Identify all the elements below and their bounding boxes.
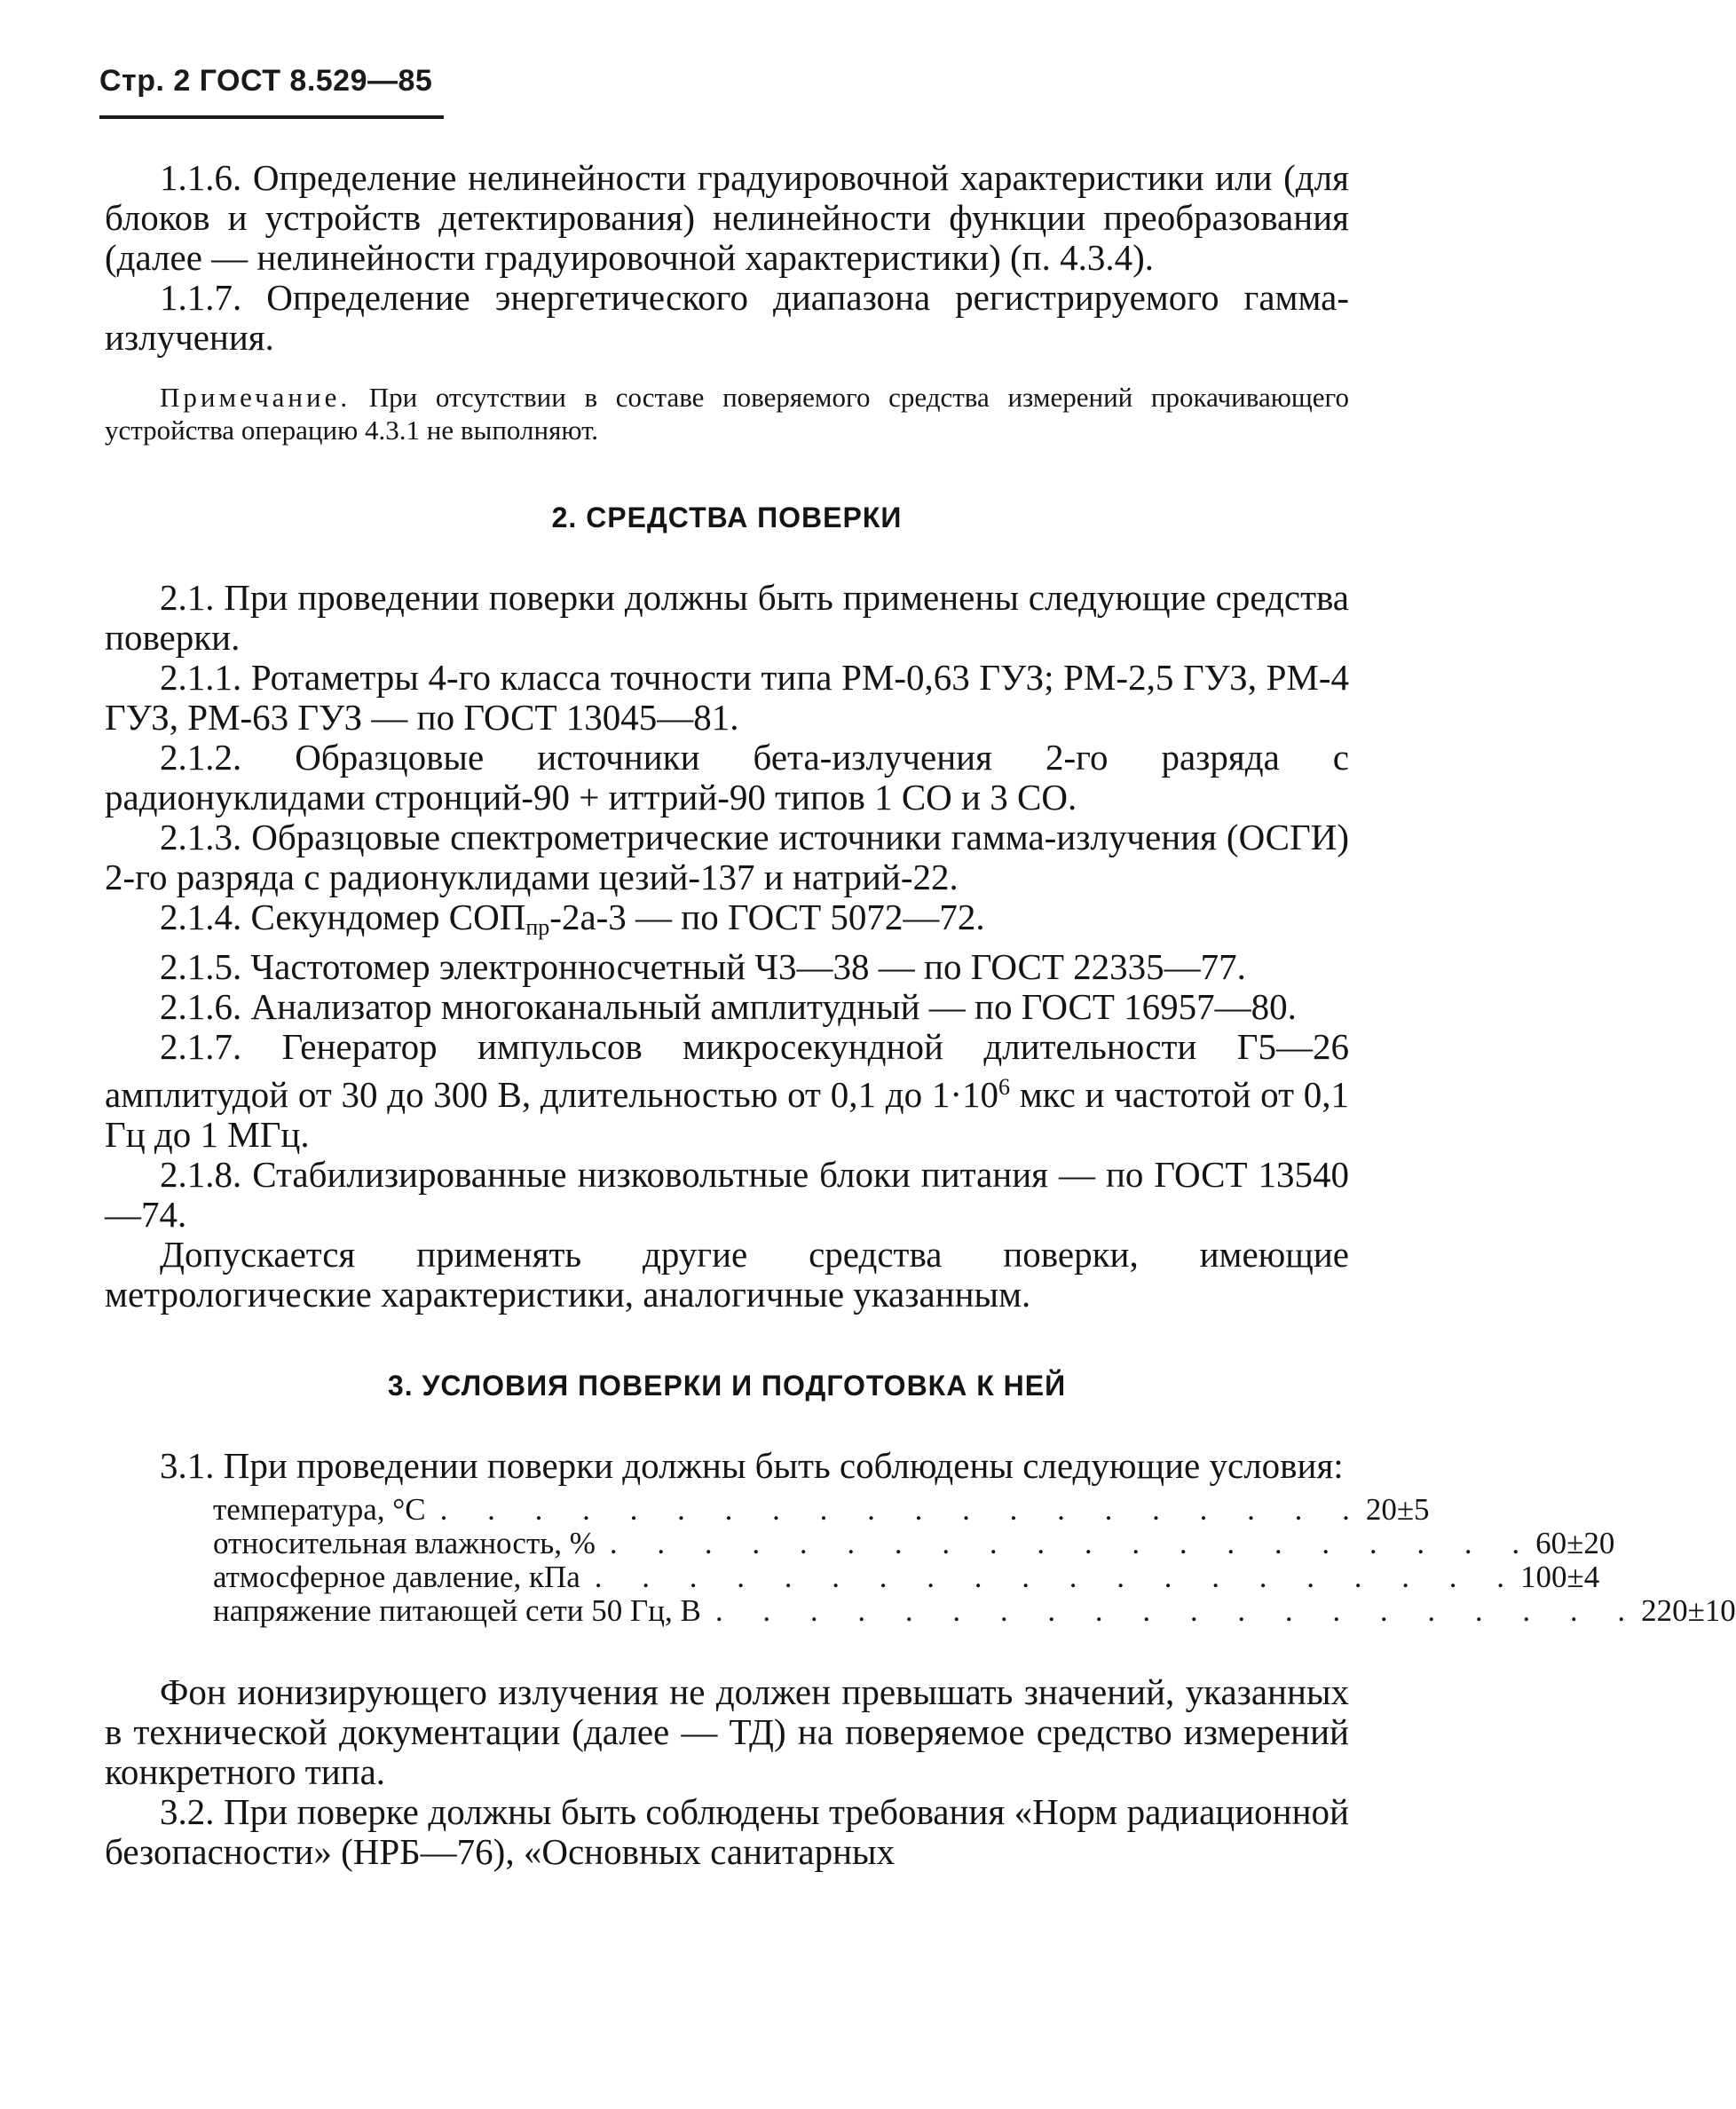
condition-value: 60±20 (1535, 1526, 1615, 1560)
leader-dots: . . . . . . . . . . . . . . . . . . . . (609, 1526, 1536, 1560)
paragraph-1-1-7: 1.1.7. Определение энергетического диапазона регистрируемого гамма-излучения. (105, 277, 1349, 358)
paragraph-2-1-7-end: мкс и частотой от 0,1 Гц до 1 МГц. (105, 1074, 1350, 1155)
document-body (105, 157, 1736, 1872)
paragraph-2-1-5: 2.1.5. Частотомер электронносчетный Ч3—38 — по ГОСТ 22335—77. (160, 946, 1246, 987)
section-3-heading: 3. УСЛОВИЯ ПОВЕРКИ И ПОДГОТОВКА К НЕЙ (387, 1370, 1067, 1402)
page-header: Стр. 2 ГОСТ 8.529—85 (99, 64, 433, 98)
condition-row-humidity (213, 1526, 1615, 1560)
paragraph-2-1-3: 2.1.3. Образцовые спектрометрические источники гамма-излучения (ОСГИ) 2-го разряда с радионуклидами цезий-137 и натрий-22. (105, 817, 1349, 897)
leader-dots: . . . . . . . . . . . . . . . . . . . . (594, 1560, 1521, 1594)
condition-label: температура, °С (213, 1492, 426, 1527)
condition-value: 220±10 (1641, 1593, 1736, 1628)
paragraph-3-1: 3.1. При проведении поверки должны быть соблюдены следующие условия: (160, 1445, 1344, 1486)
paragraph-2-1-1: 2.1.1. Ротаметры 4-го класса точности типа РМ-0,63 ГУЗ; РМ-2,5 ГУЗ, РМ-4 ГУЗ, РМ-63 ГУЗ — по ГОСТ 13045—81. (105, 657, 1349, 738)
paragraph-2-1-4-end: -2а-3 — по ГОСТ 5072—72. (549, 897, 985, 937)
conditions-list (213, 1492, 1736, 1628)
leader-dots: . . . . . . . . . . . . . . . . . . . . (439, 1492, 1366, 1527)
condition-label: относительная влажность, % (213, 1526, 596, 1560)
header-rule (99, 115, 444, 119)
paragraph-2-1-4 (105, 897, 1349, 947)
subscript-pr: пр (525, 914, 550, 940)
paragraph-background-radiation: Фон ионизирующего излучения не должен превышать значений, указанных в технической документации (далее — ТД) на поверяемое средство измерений конкретного типа. (105, 1671, 1349, 1792)
leader-dots: . . . . . . . . . . . . . . . . . . . . (714, 1593, 1642, 1628)
note-text: При отсутствии в составе поверяемого средства измерений прокачивающего устройства операцию 4.3.1 не выполняют. (105, 382, 1349, 446)
condition-label: атмосферное давление, кПа (213, 1560, 580, 1594)
paragraph-2-1-4-start: 2.1.4. Секундомер СОП (160, 897, 526, 937)
paragraph-2-1: 2.1. При проведении поверки должны быть применены следующие средства поверки. (105, 577, 1349, 658)
paragraph-allowed-alternatives: Допускается применять другие средства поверки, имеющие метрологические характеристики, аналогичные указанным. (105, 1234, 1349, 1315)
paragraph-3-2: 3.2. При поверке должны быть соблюдены требования «Норм радиационной безопасности» (НРБ—76), «Основных санитарных (105, 1791, 1349, 1872)
paragraph-2-1-7-start: 2.1.7. Генератор импульсов микросекундной длительности Г5—26 амплитудой от 30 до 300 В, длительностью от 0,1 до 1·10 (105, 1026, 1349, 1115)
section-2-heading: 2. СРЕДСТВА ПОВЕРКИ (551, 502, 903, 533)
condition-row-voltage (213, 1593, 1736, 1628)
condition-label: напряжение питающей сети 50 Гц, В (213, 1593, 701, 1628)
condition-value: 100±4 (1520, 1560, 1600, 1594)
note-label: Примечание. (160, 382, 351, 413)
paragraph-2-1-8: 2.1.8. Стабилизированные низковольтные блоки питания — по ГОСТ 13540—74. (105, 1154, 1349, 1235)
condition-row-temperature (213, 1492, 1430, 1527)
note-paragraph (105, 381, 1349, 446)
paragraph-2-1-2: 2.1.2. Образцовые источники бета-излучения 2-го разряда с радионуклидами стронций-90 + иттрий-90 типов 1 СО и 3 СО. (105, 737, 1349, 818)
superscript-exponent: 6 (998, 1074, 1010, 1100)
condition-row-pressure (213, 1560, 1600, 1594)
condition-value: 20±5 (1365, 1492, 1430, 1527)
paragraph-2-1-6: 2.1.6. Анализатор многоканальный амплитудный — по ГОСТ 16957—80. (160, 986, 1297, 1027)
paragraph-1-1-6: 1.1.6. Определение нелинейности градуировочной характеристики или (для блоков и устройств детектирования) нелинейности функции преобразования (далее — нелинейности градуировочной характеристики) (п. 4.3.4). (105, 157, 1349, 278)
paragraph-2-1-7 (105, 1027, 1349, 1155)
